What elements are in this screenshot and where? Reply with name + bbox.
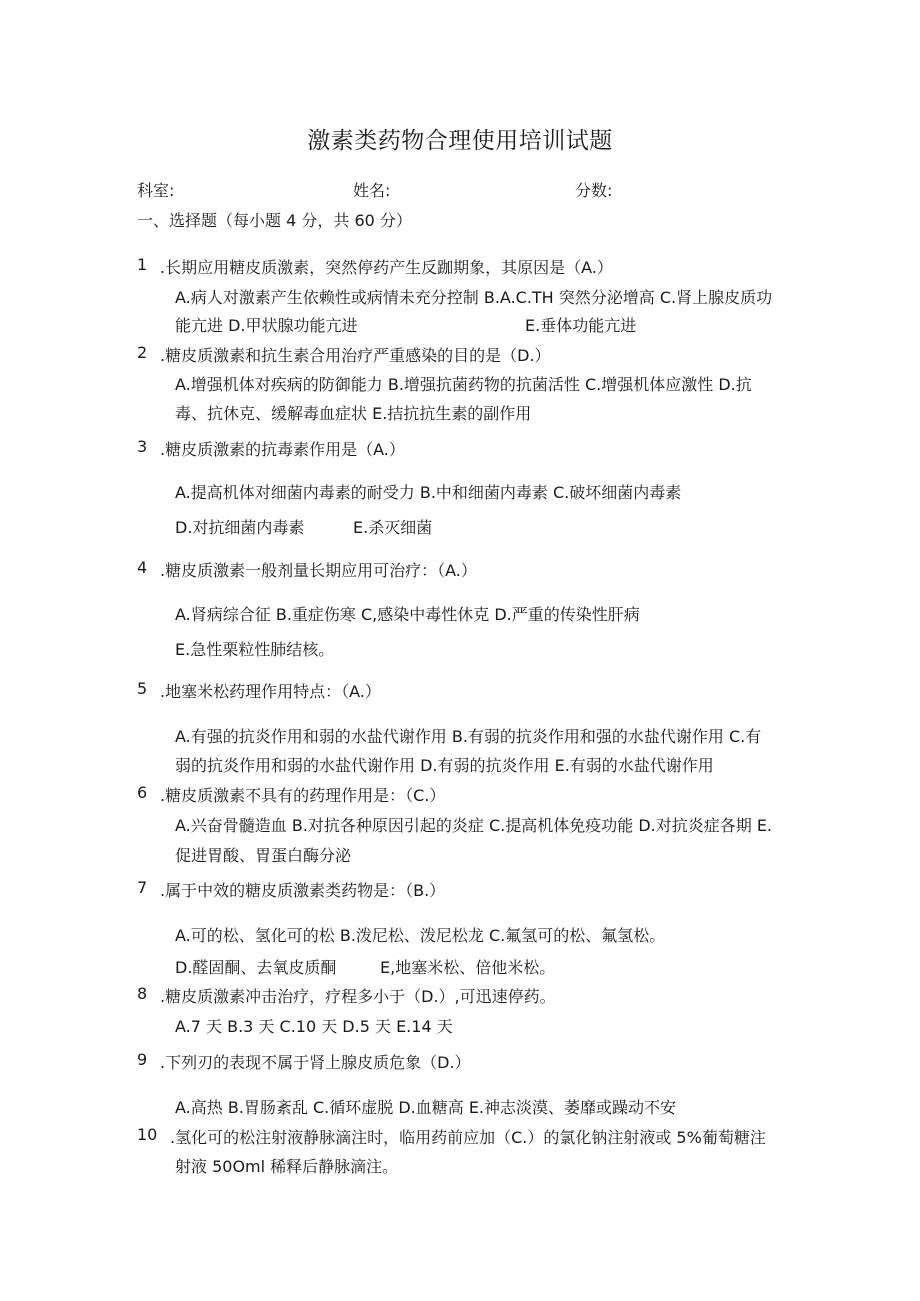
option-line: 弱的抗炎作用和弱的水盐代谢作用 D.有弱的抗炎作用 E.有弱的水盐代谢作用 (175, 756, 714, 775)
option-line: D.对抗细菌内毒素 (175, 518, 305, 537)
option-line: A.高热 B.胃肠紊乱 C.循环虚脱 D.血糖高 E.神志淡漠、萎靡或躁动不安 (175, 1098, 677, 1117)
question-number: 7 (137, 878, 148, 897)
question-text: .氢化可的松注射液静脉滴注时，临用药前应加（C.）的氯化钠注射液或 5%葡萄糖注 (170, 1128, 766, 1147)
question-text: .糖皮质激素不具有的药理作用是：（C.） (160, 786, 446, 805)
question-number: 6 (137, 783, 148, 802)
option-line: 毒、抗休克、缓解毒血症状 E.拮抗抗生素的副作用 (175, 404, 532, 423)
option-line: 促进胃酸、胃蛋白酶分泌 (175, 846, 352, 865)
name-label: 姓名: (353, 181, 391, 200)
page-title: 激素类药物合理使用培训试题 (307, 128, 613, 154)
option-line: E,地塞米松、倍他米松。 (380, 958, 556, 977)
question-text: .下列刃的表现不属于肾上腺皮质危象（D.） (160, 1053, 471, 1072)
question-text: .糖皮质激素和抗生素合用治疗严重感染的目的是（D.） (160, 346, 551, 365)
question-text: .糖皮质激素一般剂量长期应用可治疗：（A.） (160, 561, 477, 580)
department-label: 科室: (137, 181, 175, 200)
question-text: .长期应用糖皮质激素，突然停药产生反跏期象，其原因是（A.） (160, 258, 613, 277)
option-line: A.可的松、氢化可的松 B.泼尼松、泼尼松龙 C.氟氢可的松、氟氢松。 (175, 926, 666, 945)
option-line: A.病人对激素产生依赖性或病情未充分控制 B.A.C.TH 突然分泌增高 C.肾上腺皮质功 (175, 288, 773, 307)
option-line: E.急性栗粒性肺结核。 (175, 640, 335, 659)
score-label: 分数: (575, 181, 613, 200)
question-text: .糖皮质激素冲击治疗，疗程多小于（D.）,可迅速停药。 (160, 987, 556, 1006)
option-line: 能亢进 D.甲状腺功能亢进 (175, 316, 358, 335)
question-number: 2 (137, 343, 148, 362)
question-number: 4 (137, 558, 148, 577)
option-line: A.有强的抗炎作用和弱的水盐代谢作用 B.有弱的抗炎作用和强的水盐代谢作用 C.有 (175, 727, 762, 746)
option-line: A.肾病综合征 B.重症伤寒 C,感染中毒性休克 D.严重的传染性肝病 (175, 605, 640, 624)
question-number: 5 (137, 679, 148, 698)
question-text: .糖皮质激素的抗毒素作用是（A.） (160, 440, 405, 459)
option-line: D.醛固酮、去氧皮质酮 (175, 958, 337, 977)
option-line: E.垂体功能亢进 (525, 316, 637, 335)
question-number: 9 (137, 1050, 148, 1069)
question-number: 3 (137, 437, 148, 456)
question-text: .地塞米松药理作用特点：（A.） (160, 682, 381, 701)
option-line: 射液 50Oml 稀释后静脉滴注。 (175, 1157, 399, 1176)
option-line: A.提高机体对细菌内毒素的耐受力 B.中和细菌内毒素 C.破坏细菌内毒素 (175, 483, 682, 502)
question-number: 8 (137, 984, 148, 1003)
option-line: E.杀灭细菌 (353, 518, 433, 537)
option-line: A.兴奋骨髓造血 B.对抗各种原因引起的炎症 C.提高机体免疫功能 D.对抗炎症各期 E. (175, 816, 773, 835)
question-number: 10 (137, 1125, 158, 1144)
option-line: A.7 天 B.3 天 C.10 天 D.5 天 E.14 天 (175, 1017, 453, 1036)
section-heading: 一、选择题（每小题 4 分，共 60 分） (137, 211, 412, 230)
question-text: .属于中效的糖皮质激素类药物是：（B.） (160, 881, 446, 900)
option-line: A.增强机体对疾病的防御能力 B.增强抗菌药物的抗菌活性 C.增强机体应激性 D.抗 (175, 375, 752, 394)
question-number: 1 (137, 255, 148, 274)
